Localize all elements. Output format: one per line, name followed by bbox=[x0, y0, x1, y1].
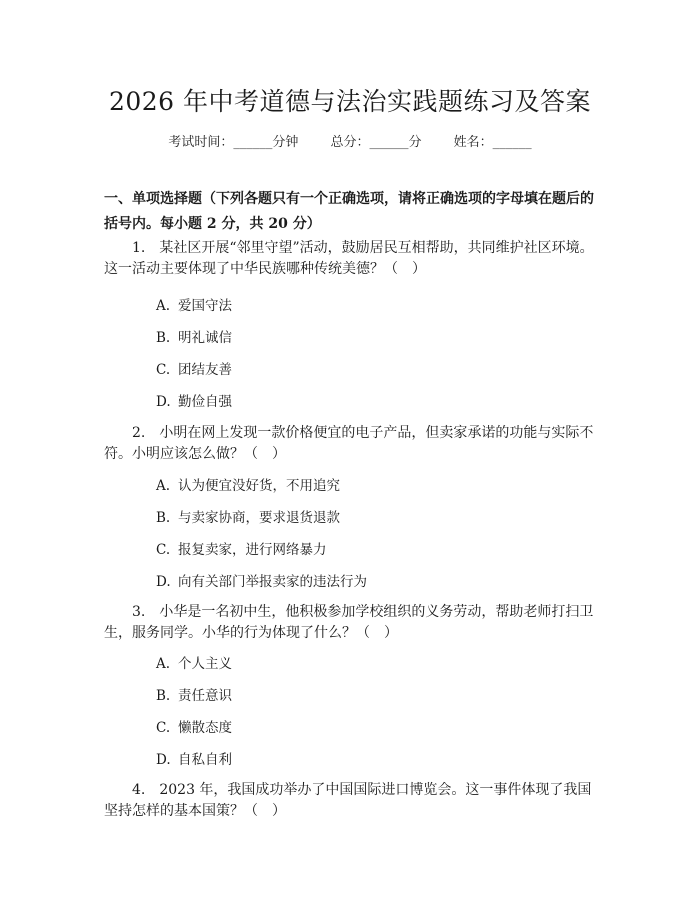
question-1-option-a: A. 爱国守法 bbox=[156, 298, 232, 314]
question-4: 4. 2023 年，我国成功举办了中国国际进口博览会。这一事件体现了我国坚持怎样的基本国策？（ ） bbox=[104, 782, 592, 819]
question-3-option-d: D. 自私自利 bbox=[156, 752, 232, 768]
exam-meta bbox=[0, 131, 700, 150]
question-2-option-c: C. 报复卖家，进行网络暴力 bbox=[156, 542, 327, 558]
question-3: 3. 小华是一名初中生，他积极参加学校组织的义务劳动，帮助老师打扫卫生，服务同学。小华的行为体现了什么？（ ） bbox=[104, 604, 594, 641]
exam-time: 考试时间：______分钟 bbox=[168, 135, 299, 150]
question-2-option-a: A. 认为便宜没好货，不用追究 bbox=[156, 478, 340, 494]
question-1: 1. 某社区开展“邻里守望”活动，鼓励居民互相帮助，共同维护社区环境。这一活动主要体现了中华民族哪种传统美德？（ ） bbox=[104, 240, 594, 277]
question-3-option-c: C. 懒散态度 bbox=[156, 720, 232, 736]
question-3-option-a: A. 个人主义 bbox=[156, 656, 232, 672]
question-2-option-b: B. 与卖家协商，要求退货退款 bbox=[156, 510, 340, 526]
question-2-option-d: D. 向有关部门举报卖家的违法行为 bbox=[156, 574, 367, 590]
exam-score: 总分：______分 bbox=[330, 135, 422, 150]
exam-name: 姓名：______ bbox=[453, 135, 532, 150]
section-heading: 一、单项选择题（下列各题只有一个正确选项，请将正确选项的字母填在题后的括号内。每小题 2 分，共 20 分） bbox=[104, 191, 594, 232]
question-1-option-c: C. 团结友善 bbox=[156, 362, 232, 378]
question-1-option-d: D. 勤俭自强 bbox=[156, 394, 232, 410]
document-title: 2026 年中考道德与法治实践题练习及答案 bbox=[108, 87, 592, 116]
question-2: 2. 小明在网上发现一款价格便宜的电子产品，但卖家承诺的功能与实际不符。小明应该怎么做？（ ） bbox=[104, 425, 594, 462]
question-3-option-b: B. 责任意识 bbox=[156, 688, 232, 704]
question-1-option-b: B. 明礼诚信 bbox=[156, 330, 232, 346]
